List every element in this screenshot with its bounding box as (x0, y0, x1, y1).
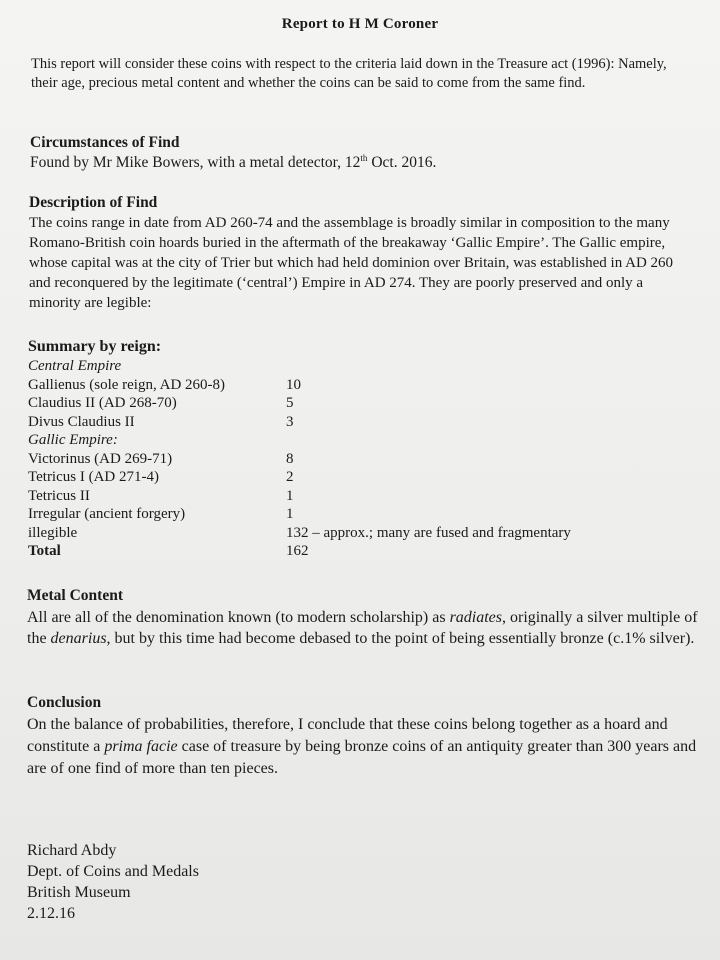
reign-row (28, 450, 702, 469)
conclusion-heading: Conclusion (27, 694, 102, 711)
summary-section (28, 337, 702, 561)
signatory-institution: British Museum (27, 884, 131, 901)
report-date: 2.12.16 (27, 905, 75, 922)
reign-count: 10 (286, 376, 301, 393)
metal-text-part: , originally a silver multiple of the (27, 608, 698, 647)
gallic-empire-rows (28, 450, 702, 543)
metal-text-part: All are all of the denomination known (to modern scholarship) as (27, 608, 450, 626)
report-title: Report to H M Coroner (281, 16, 439, 32)
circumstances-text-end: Oct. 2016. (367, 154, 437, 171)
reign-name: Divus Claudius II (28, 413, 135, 430)
central-empire-label: Central Empire (28, 358, 122, 374)
intro-paragraph: This report will consider these coins with respect to the criteria laid down in the Treasure act (1996): Namely, their age, precious metal content and whether the coins can be said to come from the same find. (31, 56, 667, 91)
summary-heading: Summary by reign: (28, 338, 162, 355)
reign-name: Tetricus I (AD 271-4) (28, 469, 159, 485)
circumstances-text (30, 153, 702, 173)
date-ordinal-suffix: th (360, 152, 368, 163)
metal-term-denarius: denarius (50, 630, 107, 647)
reign-name: Irregular (ancient forgery) (28, 506, 186, 522)
reign-name: Claudius II (AD 268-70) (28, 395, 177, 411)
reign-count: 8 (286, 450, 294, 467)
signature-block (27, 840, 702, 924)
reign-row (28, 376, 702, 395)
conclusion-term-prima-facie: prima facie (104, 738, 178, 755)
metal-term-radiates: radiates (449, 608, 503, 626)
reign-name: illegible (28, 524, 78, 541)
total-count: 162 (286, 543, 309, 559)
reign-row (28, 394, 702, 413)
conclusion-section (27, 692, 706, 780)
reign-row (28, 487, 702, 506)
circumstances-heading: Circumstances of Find (30, 134, 180, 151)
conclusion-text-part: On the balance of probabilities, therefore, I conclude that these coins belong together as a hoard and constitute a (27, 716, 668, 755)
description-text: The coins range in date from AD 260-74 and the assemblage is broadly similar in composition to the many Romano-British coin hoards buried in the aftermath of the breakaway ‘Gallic Empire’. The Gallic empire, whose capital was at the city of Trier but which had held dominion over Britain, was established in AD 260 and reconquered by the legitimate (‘central’) Empire in AD 274. They are poorly preserved and only a minority are legible: (29, 215, 674, 311)
description-section (29, 193, 690, 313)
metal-content-heading: Metal Content (27, 587, 123, 604)
circumstances-section (30, 133, 702, 173)
metal-text-part: , but by this time had become debased to the point of being essentially bronze (c.1% silver). (106, 630, 695, 647)
reign-row (28, 524, 702, 543)
gallic-empire-label: Gallic Empire: (28, 432, 118, 448)
reign-row (28, 505, 702, 524)
reign-name: Gallienus (sole reign, AD 260-8) (28, 376, 226, 393)
reign-name: Tetricus II (28, 487, 90, 504)
metal-content-text (27, 607, 706, 650)
signatory-name: Richard Abdy (27, 842, 117, 859)
reign-count: 1 (286, 506, 294, 522)
description-heading: Description of Find (29, 194, 158, 211)
central-empire-rows (28, 376, 702, 432)
total-label: Total (28, 543, 61, 559)
conclusion-text (27, 714, 706, 780)
reign-count: 2 (286, 469, 294, 485)
signatory-department: Dept. of Coins and Medals (27, 863, 199, 880)
reign-row (28, 413, 702, 432)
reign-row (28, 468, 702, 487)
reign-count: 132 – approx.; many are fused and fragmentary (286, 524, 571, 541)
metal-content-section (27, 585, 706, 650)
conclusion-text-part: case of treasure by being bronze coins of an antiquity greater than 300 years and are of one find of more than ten pieces. (27, 738, 697, 777)
circumstances-text-main: Found by Mr Mike Bowers, with a metal detector, 12 (30, 154, 361, 171)
reign-name: Victorinus (AD 269-71) (28, 450, 173, 467)
total-row (28, 542, 702, 561)
reign-count: 1 (286, 487, 294, 504)
reign-count: 3 (286, 413, 294, 430)
reign-count: 5 (286, 395, 294, 411)
